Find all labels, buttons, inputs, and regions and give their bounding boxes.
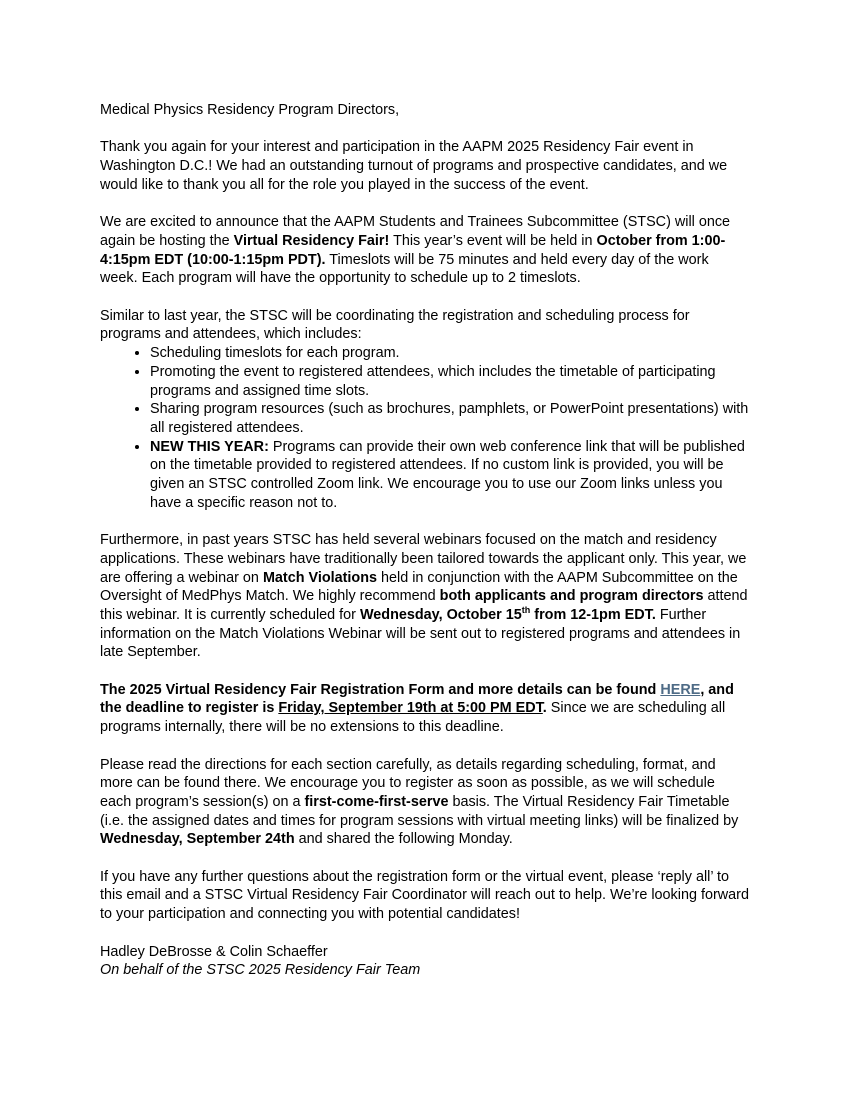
text-run: Since we are scheduling all programs internally, there will be no extensions to this deadline.: [100, 700, 726, 736]
bold-deadline-intro: , and the deadline to register is: [100, 681, 734, 717]
text-run: Please read the directions for each section carefully, as details regarding scheduling, format, and more can be found there. We encourage you to register as soon as possible, as we will schedule each program’s session(s) on a: [100, 756, 716, 810]
text-run: and shared the following Monday.: [294, 831, 513, 848]
paragraph-announcement: [100, 213, 750, 288]
bold-finalize-date: Wednesday, September 24th: [100, 831, 295, 848]
text-run: Further information on the Match Violations Webinar will be sent out to registered programs and attendees in late September.: [100, 606, 741, 661]
list-item: • Promoting the event to registered attendees, which includes the timetable of participating programs and assigned time slots.: [150, 363, 750, 400]
signature-names: Hadley DeBrosse & Colin Schaeffer: [100, 943, 328, 960]
bullet-list: [100, 344, 750, 512]
bold-virtual-fair: Virtual Residency Fair!: [233, 232, 390, 249]
signature-team: On behalf of the STSC 2025 Residency Fair Team: [100, 962, 421, 979]
text-run: basis. The Virtual Residency Fair Timetable (i.e. the assigned dates and times for program sessions with virtual meeting links) will be finalized by: [100, 793, 739, 829]
text-run: This year’s event will be held in: [389, 232, 597, 249]
bold-webinar-time: from 12-1pm EDT.: [530, 606, 656, 623]
paragraph-webinar: [100, 531, 750, 662]
text-run: Programs can provide their own web conference link that will be published on the timetable provided to registered attendees. If no custom link is provided, you will be given an STSC controlled Zoom link. We encourage you to use our Zoom links unless you have a specific reason not to.: [150, 438, 745, 511]
text-run: Furthermore, in past years STSC has held several webinars focused on the match and residency applications. These webinars have traditionally been tailored towards the applicant only. This year, we are offering a webinar on: [100, 532, 747, 586]
registration-link[interactable]: HERE: [660, 681, 701, 698]
bold-first-come: first-come-first-serve: [304, 793, 449, 810]
text-run: held in conjunction with the AAPM Subcommittee on the Oversight of MedPhys Match. We highly recommend: [100, 569, 738, 605]
paragraph-registration: [100, 681, 750, 737]
paragraph-coordination: [100, 307, 750, 513]
coordination-intro: Similar to last year, the STSC will be coordinating the registration and scheduling process for programs and attendees, which includes:: [100, 307, 690, 343]
bold-period: .: [542, 700, 547, 717]
bold-webinar-date: Wednesday, October 15: [359, 606, 522, 623]
text-run: attend this webinar. It is currently scheduled for: [100, 588, 748, 623]
bold-match-violations: Match Violations: [262, 569, 378, 586]
deadline-date: Friday, September 19th at 5:00 PM EDT: [278, 700, 543, 717]
bold-audience: both applicants and program directors: [439, 588, 704, 605]
bold-event-time: October from 1:00-4:15pm EDT (10:00-1:15pm PDT).: [100, 232, 726, 268]
list-item-new-this-year: [150, 438, 750, 513]
list-item: • Sharing program resources (such as brochures, pamphlets, or PowerPoint presentations) with all registered attendees.: [150, 400, 750, 437]
paragraph-directions: [100, 756, 750, 850]
ordinal-suffix: th: [521, 605, 531, 616]
list-item: • Scheduling timeslots for each program.: [150, 344, 750, 363]
bold-registration-form: The 2025 Virtual Residency Fair Registration Form and more details can be found: [100, 681, 661, 698]
paragraph-thanks: Thank you again for your interest and participation in the AAPM 2025 Residency Fair event in Washington D.C.! We had an outstanding turnout of programs and prospective candidates, and we would like to thank you all for the role you played in the success of the event.: [100, 139, 728, 193]
salutation: Medical Physics Residency Program Directors,: [100, 102, 400, 118]
text-run: Timeslots will be 75 minutes and held every day of the work week. Each program will have the opportunity to schedule up to 2 timeslots.: [100, 251, 709, 287]
bold-new-this-year: NEW THIS YEAR:: [150, 438, 269, 455]
paragraph-questions: If you have any further questions about the registration form or the virtual event, please ‘reply all’ to this email and a STSC Virtual Residency Fair Coordinator will reach out to help. We’re looking forward to your participation and connecting you with potential candidates!: [100, 868, 749, 923]
text-run: We are excited to announce that the AAPM Students and Trainees Subcommittee (STSC) will once again be hosting the: [100, 214, 731, 249]
